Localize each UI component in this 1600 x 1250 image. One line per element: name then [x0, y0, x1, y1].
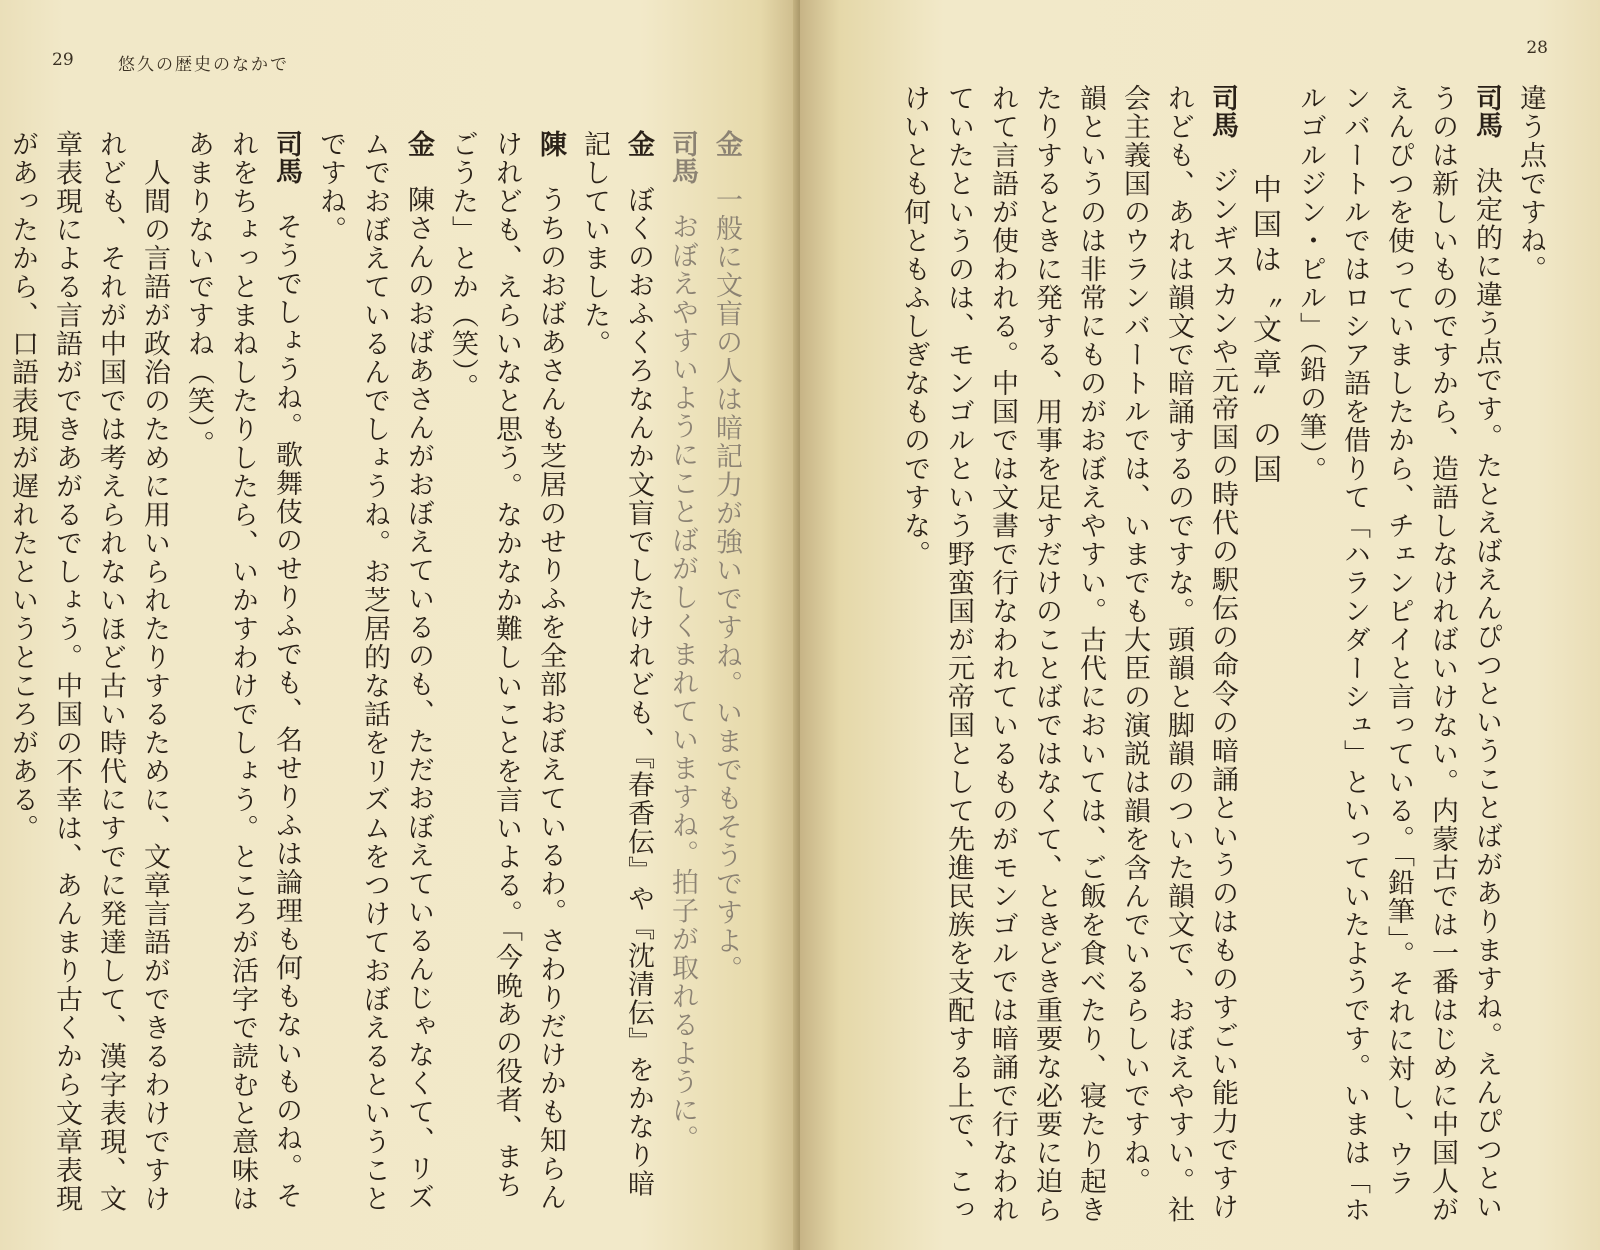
dialogue-line: 司馬 ジンギスカンや元帝国の時代の駅伝の命令の暗誦というのはものすごい能力ですけれども、あれは韻文で暗誦するのですな。頭韻と脚韻のついた韻文で、おぼえやすい。社会主義国のウランバートルでは、いまでも大臣の演説は韻を含んでいるらしいですね。: [1119, 84, 1238, 1224]
paragraph: 韻というのは非常にものがおぼえやすい。古代においては、ご飯を食べたり、寝たり起きたりするときに発する、用事を足すだけのことばではなくて、ときどき重要な必要に迫られて言語が使われる。中国では文書で行なわれているものがモンゴルでは暗誦で行なわれていたというのは、モンゴルという野蛮国が元帝国として先進民族を支配する上で、こっけいとも何ともふしぎなものですな。: [899, 84, 1106, 1224]
right-page: [800, 0, 1600, 1250]
left-running-head: 悠久の歴史のなかで: [118, 55, 289, 75]
dialogue-line: 司馬 おぼえやすいようにことばがしくまれていますね。拍子が取れるように。: [667, 130, 698, 1153]
section-heading: 中国は〝文章〟の国: [1249, 174, 1283, 489]
right-text-block: [852, 84, 1552, 1224]
dialogue-line: 司馬 決定的に違う点です。たとえばえんぴつということばがありますね。えんぴつというのは新しいものですから、造語しなければいけない。内蒙古では一番はじめに中国人がえんぴつを使っていましたから、チェンピイと言っている。「鉛筆」。それに対し、ウランバートルではロシア語を借りて「ハランダーシュ」といっていたようです。いまは「ホルゴルジン・ピル」（鉛の筆）。: [1295, 84, 1502, 1224]
dialogue-line: 司馬 そうでしょうね。歌舞伎のせりふでも、名せりふは論理も何もないものね。それをちょっとまねしたりしたら、いかすわけでしょう。ところが活字で読むと意味はあまりないですね（笑）。: [183, 130, 302, 1213]
dialogue-line: 違う点ですね。: [1515, 84, 1546, 284]
left-text-block: [7, 130, 748, 1215]
left-page-number: 29: [52, 50, 74, 70]
dialogue-line: 金 一般に文盲の人は暗記力が強いですね。いまでもそうですよ。: [711, 130, 742, 984]
dialogue-line: 金 ぼくのおふくろなんか文盲でしたけれども、『春香伝』や『沈清伝』をかなり暗記していました。: [579, 130, 654, 1198]
dialogue-line: 陳 うちのおばあさんも芝居のせりふを全部おぼえているわ。さわりだけかも知らんけれども、えらいなと思う。なかなか難しいことを言いよる。「今晩あの役者、まちごうた」とか（笑）。: [447, 130, 566, 1212]
paragraph: 人間の言語が政治のために用いられたりするために、文章言語ができるわけですけれども、それが中国では考えられないほど古い時代にすでに発達して、漢字表現、文章表現による言語ができあがるでしょう。中国の不幸は、あんまり古くから文章表現があったから、口語表現が遅れたというところがある。: [7, 130, 170, 1213]
right-page-number: 28: [1526, 38, 1548, 58]
dialogue-line: 金 陳さんのおばあさんがおぼえているのも、ただおぼえているんじゃなくて、リズムでおぼえているんでしょうね。お芝居的な話をリズムをつけておぼえるということですね。: [315, 130, 434, 1213]
